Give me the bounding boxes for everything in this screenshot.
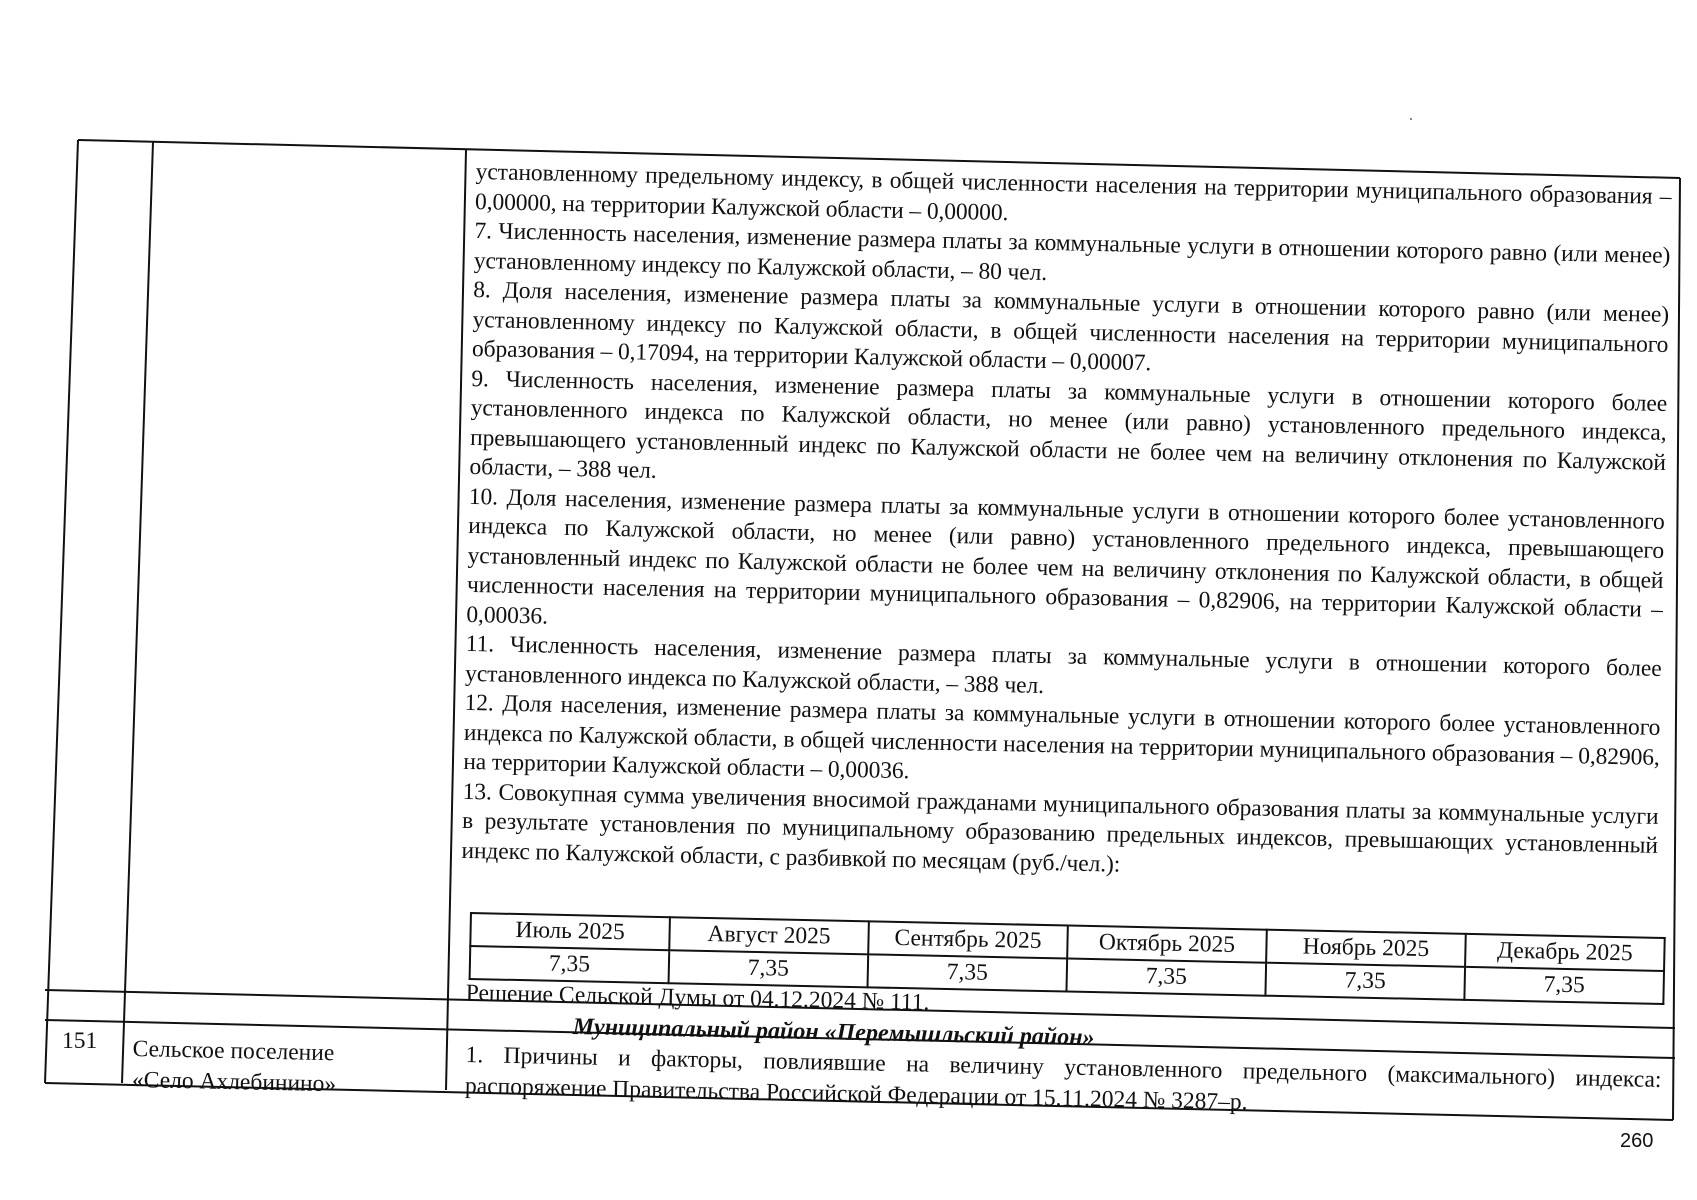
scan-speck (1410, 118, 1412, 120)
month-value: 7,35 (470, 946, 670, 983)
decision-reference: Решение Сельской Думы от 04.12.2024 № 111. (465, 980, 930, 1016)
paragraph-6-tail: установленному предельному индексу, в общей численности населения на территории муниципального образования – 0,00000, на территории Калужской области – 0,00000. (474, 158, 1672, 226)
paragraph-13: 13. Совокупная сумма увеличения вносимой гражданами муниципального образования платы за коммунальные услуги в результате установления по муниципальному образованию предельных индексов, превышающих установленный индекс по Калужской области, с разбивкой по месяцам (руб./чел.): (461, 778, 1659, 878)
settlement-name (132, 1034, 337, 1100)
paragraph-9: 9. Численность населения, изменение размера платы за коммунальные услуги в отношении которого более установленного индекса по Калужской области, но менее (или равно) установленного предельного индекса, превышающего установленный индекс по Калужской области не более чем на величину отклонения по Калужской области, – 388 чел. (469, 365, 1668, 484)
month-header: Сентябрь 2025 (868, 921, 1068, 958)
month-value: 7,35 (1464, 967, 1664, 1004)
reason-text: 1. Причины и факторы, повлиявшие на величину установленного предельного (максимального) индекса: распоряжение Правительства Российской Федерации от 15.11.2024 № 3287–р. (464, 1041, 1662, 1116)
paragraph-10: 10. Доля населения, изменение размера платы за коммунальные услуги в отношении которого более установленного индекса по Калужской области, но менее (или равно) установленного предельного индекса, превышающего установленный индекс по Калужской области не более чем на величину отклонения по Калужской области, в общей численности населения на территории муниципального образования – 0,82906, на территории Калужской области – 0,00036. (466, 483, 1665, 630)
month-header: Ноябрь 2025 (1266, 930, 1466, 967)
month-header: Декабрь 2025 (1465, 934, 1665, 971)
settlement-line-2: «Село Ахлебинино» (131, 1066, 337, 1098)
month-value: 7,35 (868, 954, 1068, 991)
month-value: 7,35 (669, 950, 869, 987)
month-header: Октябрь 2025 (1067, 926, 1267, 963)
month-header: Август 2025 (669, 917, 869, 954)
month-header: Июль 2025 (470, 913, 670, 950)
continued-description (461, 158, 1672, 891)
paragraph-11: 11. Численность населения, изменение размера платы за коммунальные услуги в отношении которого более установленного индекса по Калужской области, – 388 чел. (464, 630, 1662, 699)
settlement-line-1: Сельское поселение (132, 1035, 335, 1067)
month-value: 7,35 (1066, 959, 1266, 996)
page-number: 260 (1620, 1130, 1654, 1152)
row-number: 151 (62, 1028, 98, 1054)
paragraph-12: 12. Доля населения, изменение размера платы за коммунальные услуги в отношении которого более установленного индекса по Калужской области, в общей численности населения на территории муниципального образования – 0,82906, на территории Калужской области – 0,00036. (463, 689, 1661, 785)
district-heading: Муниципальный район «Перемышльский район» (572, 1014, 1095, 1051)
month-value: 7,35 (1265, 963, 1465, 1000)
paragraph-8: 8. Доля населения, изменение размера платы за коммунальные услуги в отношении которого равно (или менее) установленному индексу по Калужской области, в общей численности населения на территории муниципального образования – 0,17094, на территории Калужской области – 0,00007. (471, 276, 1670, 377)
paragraph-7: 7. Численность населения, изменение размера платы за коммунальные услуги в отношении которого равно (или менее) установленному индексу по Калужской области, – 80 чел. (473, 217, 1671, 286)
